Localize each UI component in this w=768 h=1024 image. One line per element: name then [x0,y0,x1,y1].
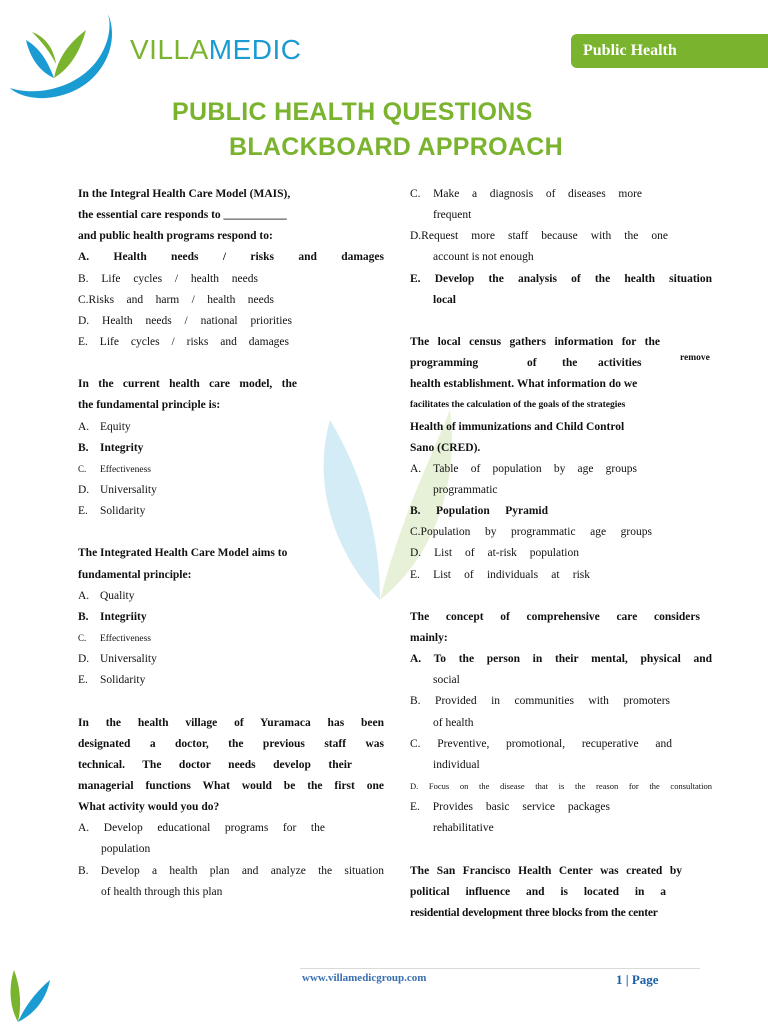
brand-villa: VILLA [130,34,209,65]
question-6-option-c: C. Preventive, promotional, recuperative and [410,737,672,750]
question-1-option-e: E. Life cycles / risks and damages [78,335,289,348]
question-4-stem-line: managerial functions What would be the first one [78,779,384,792]
question-1-option-a: A. Health needs / risks and damages [78,251,384,264]
question-6-option-a-cont: social [433,674,460,687]
question-4-option-c-cont: frequent [433,209,472,222]
question-2-option-a: A. Equity [78,420,131,433]
question-6-stem-line: The concept of comprehensive care considers [410,610,700,623]
question-4-option-b: B. Develop a health plan and analyze the situation [78,864,384,877]
left-column [78,184,384,903]
footer-divider [300,968,700,969]
question-3-option-e: E. Solidarity [78,674,146,687]
page-title: PUBLIC HEALTH QUESTIONS [172,98,533,126]
question-5-stem-line: Health of immunizations and Child Control [410,420,625,433]
question-6-option-e-cont: rehabilitative [433,822,494,835]
question-2-option-d: D. Universality [78,483,157,496]
question-5-stem-line: Sano (CRED). [410,441,481,454]
villamedic-logo [4,6,124,106]
question-3-option-b: B. Integriity [78,610,147,623]
question-1-stem-line: the essential care responds to ___________ [78,209,287,222]
brand-name [130,34,302,66]
question-4-option-b-cont: of health through this plan [101,885,223,898]
question-4-stem-line: What activity would you do? [78,801,220,814]
question-7-stem-line: The San Francisco Health Center was created by [410,864,682,877]
question-5-stem-line-2: programming of the activities remove [410,353,710,370]
question-2-option-e: E. Solidarity [78,505,146,518]
question-1-option-d: D. Health needs / national priorities [78,314,292,327]
question-5-option-d: D. List of at-risk population [410,547,579,560]
question-1-stem-line: In the Integral Health Care Model (MAIS), [78,188,291,200]
question-5-option-e: E. List of individuals at risk [410,568,590,581]
question-6-option-e: E. Provides basic service packages [410,801,610,814]
question-6-option-b: B. Provided in communities with promoters [410,695,670,708]
question-1-option-c: C.Risks and harm / health needs [78,293,274,306]
question-6-option-b-cont: of health [433,716,474,729]
footer-page-number: 1 | Page [616,972,659,987]
question-7-stem-line: political influence and is located in a [410,885,666,898]
question-3-option-c: C. Effectiveness [78,632,151,644]
footer-url: www.villamedicgroup.com [302,972,427,984]
page-subtitle: BLACKBOARD APPROACH [229,133,563,161]
question-4-option-d-cont: account is not enough [433,251,534,264]
question-3-stem-line: The Integrated Health Care Model aims to [78,547,288,560]
question-5-stem-line: facilitates the calculation of the goals of the strategies [410,400,626,411]
question-2-option-b: B. Integrity [78,441,144,454]
section-tab: Public Health [571,34,768,68]
question-6-stem-line: mainly: [410,631,448,644]
question-4-option-e: E. Develop the analysis of the health situation [410,272,712,285]
question-6-option-d: D. Focus on the disease that is the reason for the consultation [410,780,712,791]
footer-logo-icon [4,964,54,1024]
question-1-stem-line: and public health programs respond to: [78,230,273,243]
question-3-option-d: D. Universality [78,653,157,666]
question-5-stem-line: The local census gathers information for the [410,335,660,348]
question-1-option-b: B. Life cycles / health needs [78,272,258,285]
question-4-option-d: D.Request more staff because with the one [410,230,668,243]
brand-medic: MEDIC [208,34,302,65]
question-4-stem-line: designated a doctor, the previous staff was [78,737,384,750]
question-4-option-e-cont: local [433,293,456,306]
question-5-option-a-cont: programmatic [433,483,498,496]
question-4-option-c: C. Make a diagnosis of diseases more [410,188,642,200]
question-3-stem-line: fundamental principle: [78,568,192,581]
question-2-stem-line: In the current health care model, the [78,378,297,391]
question-3-option-a: A. Quality [78,589,135,602]
question-4-option-a-cont: population [101,843,151,856]
question-4-stem-line: technical. The doctor needs develop their [78,758,352,771]
question-4-option-a: A. Develop educational programs for the [78,822,325,835]
question-2-option-c: C. Effectiveness [78,463,151,475]
question-5-option-c: C.Population by programmatic age groups [410,526,652,539]
question-5-option-b: B. Population Pyramid [410,505,548,518]
question-4-stem-line: In the health village of Yuramaca has been [78,716,384,729]
question-5-option-a: A. Table of population by age groups [410,462,637,475]
question-2-stem-line: the fundamental principle is: [78,399,221,412]
question-6-option-c-cont: individual [433,758,480,771]
right-column [410,184,712,924]
question-5-stem-line: health establishment. What information do we [410,378,638,391]
question-7-stem-line: residential development three blocks from the center [410,906,658,919]
question-6-option-a: A. To the person in their mental, physical and [410,653,712,666]
